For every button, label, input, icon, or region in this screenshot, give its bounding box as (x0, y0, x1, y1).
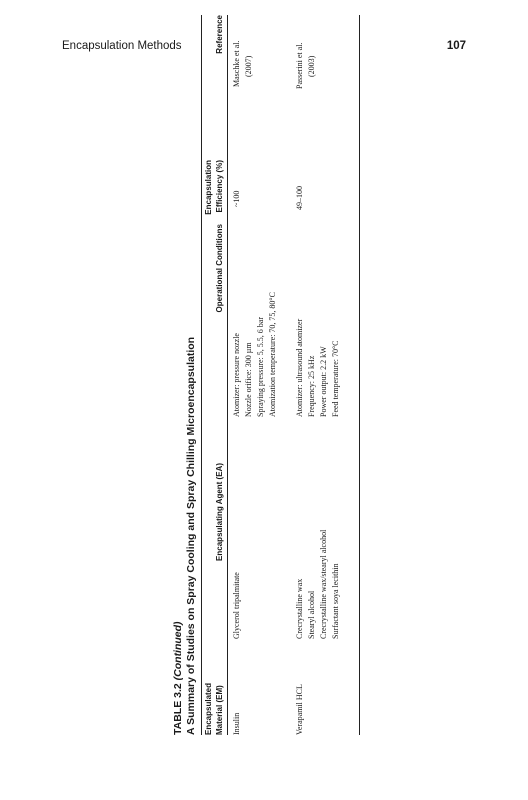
table-cell-condition: Feed temperature: 70°C (331, 340, 340, 417)
table-cell-material: Insulin (232, 712, 241, 735)
table-number: TABLE 3.2 (172, 683, 184, 735)
table-cell-condition: Frequency: 25 kHz (307, 355, 316, 417)
table-cell-condition: Power output: 2.2 kW (319, 346, 328, 417)
table-cell-condition: Atomizer: pressure nozzle (232, 333, 241, 417)
header-operational-conditions: Operational Conditions (215, 224, 224, 313)
table-cell-efficiency: ~100 (232, 190, 241, 207)
header-encapsulation-efficiency: Encapsulation Efficiency (%) (204, 160, 224, 215)
table-cell-condition: Atomizer: ultrasound atomizer (295, 318, 304, 417)
rotated-table (172, 15, 362, 735)
table-cell-agent: Surfactant soya lecithin (331, 563, 340, 639)
table-cell-agent: Stearyl alcohol (307, 590, 316, 639)
table-cell-agent: Crecrystalline wax (295, 578, 304, 639)
header-reference: Reference (215, 15, 224, 54)
table-cell-reference-year: (2003) (307, 55, 316, 77)
table-cell-efficiency: 49–100 (295, 186, 304, 210)
header-encapsulated-material: Encapsulated Material (EM) (204, 682, 224, 735)
table-header-rule (227, 15, 228, 735)
table-label (172, 621, 184, 735)
table-cell-reference: Maschke et al. (232, 40, 241, 87)
table-cell-reference: Passerini et al. (295, 42, 304, 89)
page-number: 107 (446, 40, 466, 52)
table-cell-condition: Atomization temperature: 70, 75, 80°C (268, 292, 277, 417)
table-cell-condition: Spraying pressure: 5, 5.5, 6 bar (256, 317, 265, 417)
running-head-title: Encapsulation Methods (62, 40, 182, 52)
table-cell-agent: Crecrystalline wax/stearyl alcohol (319, 529, 328, 639)
table-cell-condition: Nozzle orifice: 300 µm (244, 342, 253, 417)
table-top-rule (201, 15, 202, 735)
table-continued: (Continued) (172, 621, 184, 681)
table-cell-reference-year: (2007) (244, 55, 253, 77)
header-encapsulating-agent: Encapsulating Agent (EA) (215, 463, 224, 561)
table-cell-agent: Glycerol tripalmitate (232, 572, 241, 639)
table-caption: A Summary of Studies on Spray Cooling and Spray Chilling Microencapsulation (185, 336, 197, 735)
table-cell-material: Verapamil HCL (295, 684, 304, 735)
table-bottom-rule (359, 15, 360, 735)
